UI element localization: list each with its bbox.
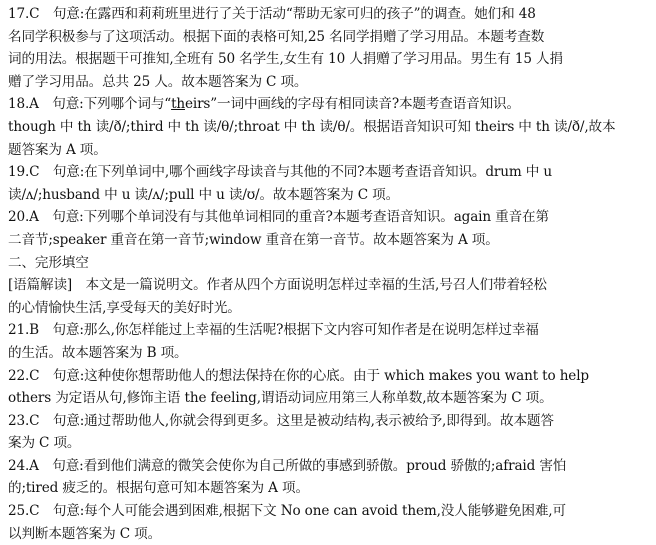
text-line: 17.C 句意:在露西和莉莉班里进行了关于活动“帮助无家可归的孩子”的调查。她们和 48 <box>8 6 536 22</box>
text-line: 题答案为 A 项。 <box>8 141 107 158</box>
section-heading: 二、完形填空 <box>8 254 89 271</box>
text-line: 二音节;speaker 重音在第一音节;window 重音在第一音节。故本题答案为 A 项。 <box>8 231 499 248</box>
text-line: 词的用法。根据题干可推知,全班有 50 名学生,女生有 10 人捐赠了学习用品。男生有 15 人捐 <box>8 51 563 68</box>
text-line: 案为 C 项。 <box>8 435 81 452</box>
text-line: 23.C 句意:通过帮助他人,你就会得到更多。这里是被动结构,表示被给予,即得到。故本题答 <box>8 412 554 429</box>
text-line: 读/ʌ/;husband 中 u 读/ʌ/;pull 中 u 读/ʊ/。故本题答案为 C 项。 <box>8 186 400 203</box>
text-line: 25.C 句意:每个人可能会遇到困难,根据下文 No one can avoid them,没人能够避免困难,可 <box>8 503 566 520</box>
text-line: [语篇解读] 本文是一篇说明文。作者从四个方面说明怎样过幸福的生活,号召人们带着轻松 <box>8 277 547 294</box>
text-line: 以判断本题答案为 C 项。 <box>8 525 162 542</box>
text-line: 24.A 句意:看到他们满意的微笑会使你为自己所做的事感到骄傲。proud 骄傲的;afraid 害怕 <box>8 457 567 474</box>
text-line: 的;tired 疲乏的。根据句意可知本题答案为 A 项。 <box>8 480 309 497</box>
text-line: 19.C 句意:在下列单词中,哪个画线字母读音与其他的不同?本题考查语音知识。drum 中 u <box>8 164 552 181</box>
text-line: 名同学积极参与了这项活动。根据下面的表格可知,25 名同学捐赠了学习用品。本题考查数 <box>8 28 545 45</box>
text-line: 的生活。故本题答案为 B 项。 <box>8 344 188 361</box>
text-line: 22.C 句意:这种使你想帮助他人的想法保持在你的心底。由于 which makes you want to help <box>8 367 589 384</box>
text-line-18 <box>8 93 642 116</box>
text-line: though 中 th 读/ð/;third 中 th 读/θ/;throat 中 th 读/θ/。根据语音知识可知 theirs 中 th 读/ð/,故本 <box>8 118 616 135</box>
text-segment: eirs”一词中画线的字母有相同读音?本题考查语音知识。 <box>184 96 520 113</box>
text-line: others 为定语从句,修饰主语 the feeling,谓语动词应用第三人称单数,故本题答案为 C 项。 <box>8 390 553 407</box>
text-line: 20.A 句意:下列哪个单词没有与其他单词相同的重音?本题考查语音知识。again 重音在第 <box>8 209 549 226</box>
underlined-letters: th <box>171 96 185 113</box>
text-segment: 18.A 句意:下列哪个词与“ <box>8 96 172 113</box>
text-line: 21.B 句意:那么,你怎样能过上幸福的生活呢?根据下文内容可知作者是在说明怎样过幸福 <box>8 322 539 339</box>
text-line: 的心情愉快生活,享受每天的美好时光。 <box>8 299 241 316</box>
text-line: 赠了学习用品。总共 25 人。故本题答案为 C 项。 <box>8 73 308 90</box>
